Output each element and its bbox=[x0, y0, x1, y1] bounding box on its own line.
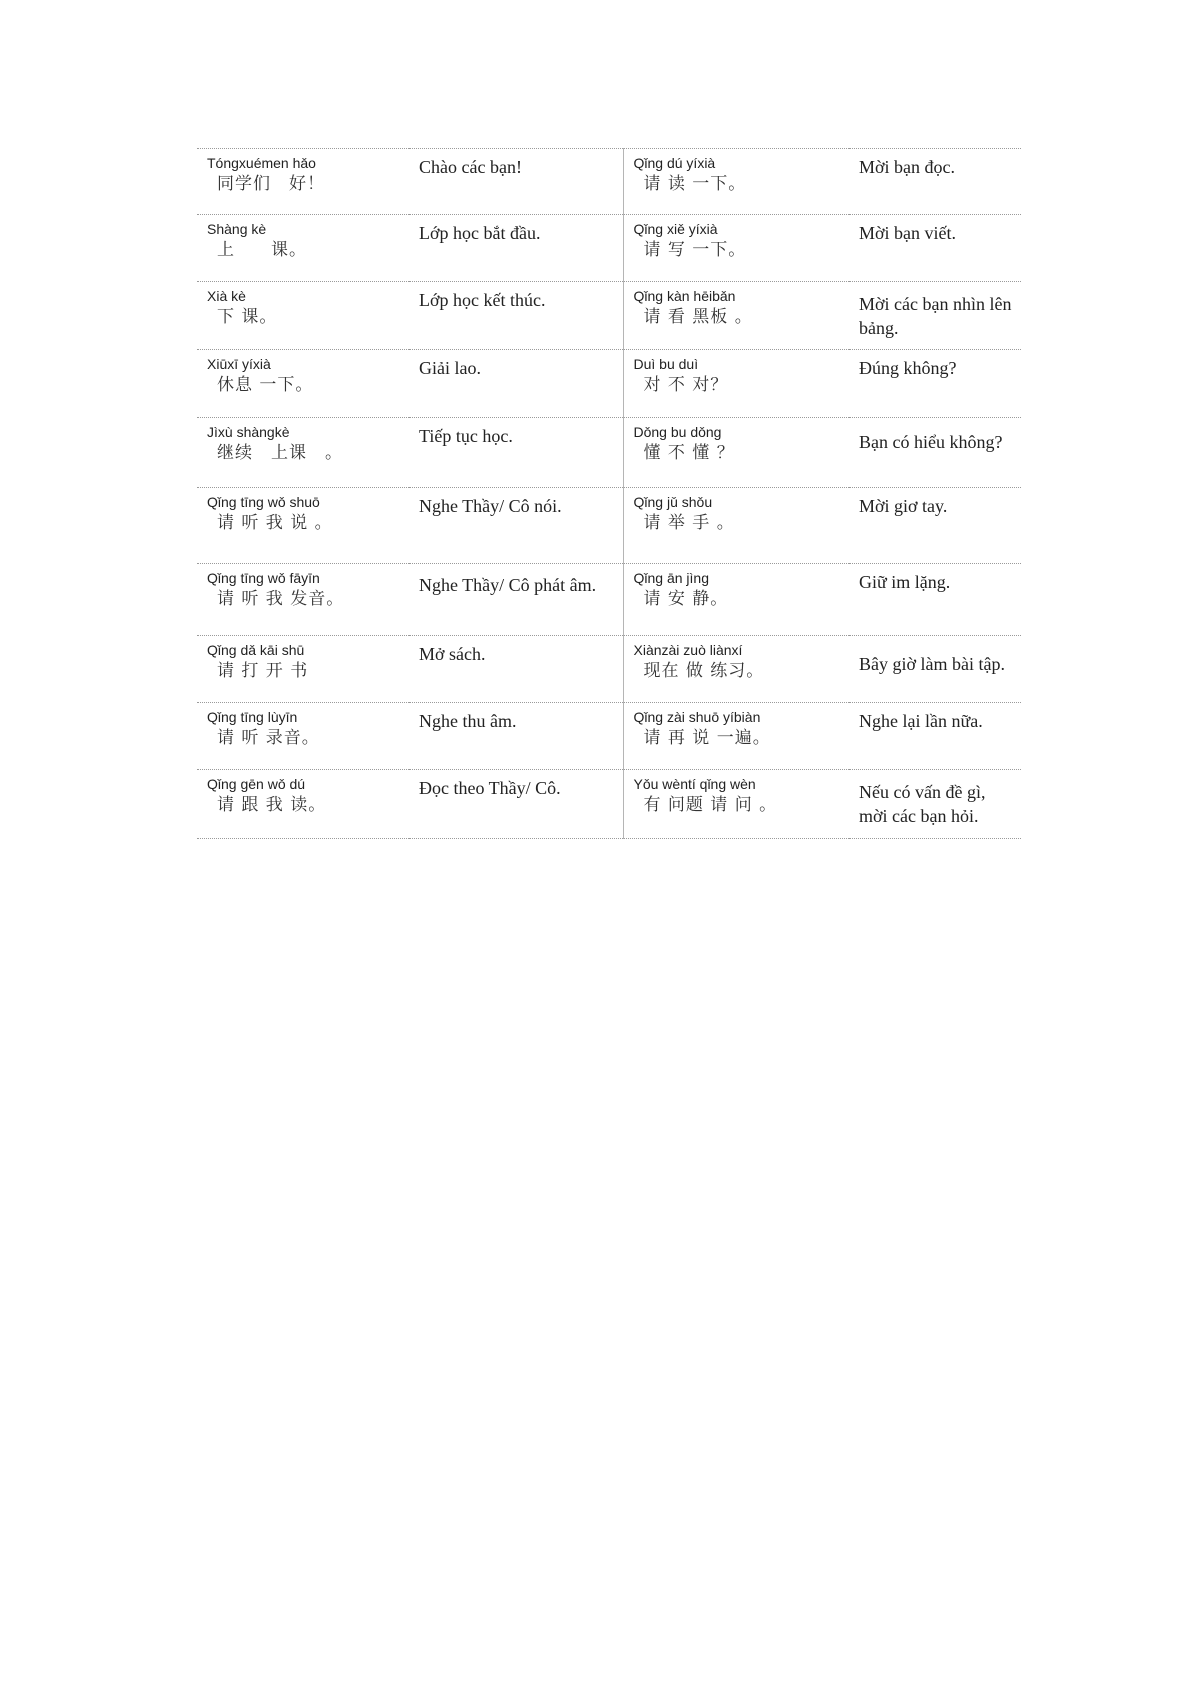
pinyin-text: Qǐng dǎ kāi shū bbox=[207, 642, 305, 658]
table-row bbox=[197, 149, 1021, 215]
table-row bbox=[197, 418, 1021, 488]
pinyin-text: Qǐng dú yíxià bbox=[633, 155, 716, 171]
vietnamese-cell: Mời giơ tay. bbox=[859, 496, 948, 516]
pinyin-text: Qǐng xiě yíxià bbox=[633, 221, 718, 237]
pinyin-text: Yǒu wèntí qǐng wèn bbox=[633, 776, 756, 792]
chinese-cell bbox=[623, 636, 849, 703]
pinyin-text: Duì bu duì bbox=[633, 356, 699, 372]
hanzi-text: 请 打 开 书 bbox=[217, 661, 309, 681]
chinese-cell bbox=[197, 564, 409, 636]
pinyin-text: Qǐng zài shuō yíbiàn bbox=[633, 709, 761, 725]
hanzi-text: 请 听 我 发音。 bbox=[217, 589, 345, 609]
hanzi-text: 懂 不 懂 ？ bbox=[643, 443, 735, 463]
chinese-cell bbox=[197, 703, 409, 770]
vietnamese-cell: Nghe Thầy/ Cô phát âm. bbox=[419, 575, 597, 595]
vietnamese-cell: Lớp học kết thúc. bbox=[419, 290, 546, 310]
vietnamese-cell: Đọc theo Thầy/ Cô. bbox=[419, 778, 561, 798]
table-row bbox=[197, 703, 1021, 770]
pinyin-text: Shàng kè bbox=[207, 221, 267, 237]
chinese-cell bbox=[623, 282, 849, 350]
vietnamese-cell: Mở sách. bbox=[419, 644, 486, 664]
chinese-cell bbox=[623, 350, 849, 418]
pinyin-text: Xiànzài zuò liànxí bbox=[633, 642, 743, 658]
hanzi-text: 请 写 一下。 bbox=[643, 240, 747, 260]
hanzi-text: 现在 做 练习。 bbox=[643, 661, 765, 681]
chinese-cell bbox=[197, 215, 409, 282]
chinese-cell bbox=[623, 149, 849, 215]
vietnamese-cell: Nghe thu âm. bbox=[419, 711, 517, 731]
vietnamese-cell: Bây giờ làm bài tập. bbox=[859, 654, 1005, 674]
hanzi-text: 休息 一下。 bbox=[217, 375, 314, 395]
hanzi-text: 请 再 说 一遍。 bbox=[643, 728, 771, 748]
vietnamese-cell: Tiếp tục học. bbox=[419, 426, 513, 446]
hanzi-text: 有 问题 请 问 。 bbox=[643, 795, 778, 815]
hanzi-text: 请 看 黑板 。 bbox=[643, 307, 753, 327]
hanzi-text: 同学们 好！ bbox=[217, 174, 325, 194]
chinese-cell bbox=[623, 418, 849, 488]
vietnamese-cell: Giữ im lặng. bbox=[859, 572, 951, 592]
chinese-cell bbox=[197, 488, 409, 564]
chinese-cell bbox=[197, 770, 409, 839]
pinyin-text: Qǐng tīng lùyīn bbox=[207, 709, 298, 725]
vietnamese-cell: Đúng không? bbox=[859, 358, 957, 378]
table-row bbox=[197, 564, 1021, 636]
chinese-cell bbox=[623, 488, 849, 564]
chinese-cell bbox=[623, 770, 849, 839]
hanzi-text: 请 安 静。 bbox=[643, 589, 729, 609]
classroom-phrases-table bbox=[197, 148, 1021, 839]
hanzi-text: 请 读 一下。 bbox=[643, 174, 747, 194]
pinyin-text: Qǐng tīng wǒ fāyīn bbox=[207, 570, 320, 586]
pinyin-text: Qǐng tīng wǒ shuō bbox=[207, 494, 320, 510]
pinyin-text: Qǐng gēn wǒ dú bbox=[207, 776, 306, 792]
table-row bbox=[197, 636, 1021, 703]
chinese-cell bbox=[623, 564, 849, 636]
pinyin-text: Qǐng jǔ shǒu bbox=[633, 494, 713, 510]
pinyin-text: Dǒng bu dǒng bbox=[633, 424, 722, 440]
pinyin-text: Tóngxuémen hǎo bbox=[207, 155, 316, 171]
pinyin-text: Qǐng kàn hēibǎn bbox=[633, 288, 736, 304]
vietnamese-cell: Nghe lại lần nữa. bbox=[859, 711, 983, 731]
table-row bbox=[197, 770, 1021, 839]
table-row bbox=[197, 350, 1021, 418]
hanzi-text: 下 课。 bbox=[217, 307, 278, 327]
table-row bbox=[197, 215, 1021, 282]
hanzi-text: 请 跟 我 读。 bbox=[217, 795, 327, 815]
pinyin-text: Jìxù shàngkè bbox=[207, 424, 290, 440]
vietnamese-cell: Lớp học bắt đầu. bbox=[419, 223, 541, 243]
hanzi-text: 请 听 录音。 bbox=[217, 728, 320, 748]
pinyin-text: Xià kè bbox=[207, 288, 246, 304]
vietnamese-cell: Mời bạn đọc. bbox=[859, 157, 956, 177]
hanzi-text: 对 不 对？ bbox=[643, 375, 729, 395]
vietnamese-cell: Mời bạn viết. bbox=[859, 223, 957, 243]
pinyin-text: Qǐng ān jìng bbox=[633, 570, 709, 586]
chinese-cell bbox=[623, 703, 849, 770]
hanzi-text: 上 课。 bbox=[217, 240, 307, 260]
vietnamese-cell: Giải lao. bbox=[419, 358, 481, 378]
chinese-cell bbox=[197, 282, 409, 350]
pinyin-text: Xiūxī yíxià bbox=[207, 356, 271, 372]
table-row bbox=[197, 488, 1021, 564]
chinese-cell bbox=[197, 350, 409, 418]
table-row bbox=[197, 282, 1021, 350]
chinese-cell bbox=[197, 636, 409, 703]
chinese-cell bbox=[197, 149, 409, 215]
chinese-cell bbox=[623, 215, 849, 282]
hanzi-text: 请 举 手 。 bbox=[643, 513, 735, 533]
vietnamese-cell: Nghe Thầy/ Cô nói. bbox=[419, 496, 562, 516]
hanzi-text: 继续 上课 。 bbox=[217, 443, 343, 463]
hanzi-text: 请 听 我 说 。 bbox=[217, 513, 333, 533]
vietnamese-cell: Nếu có vấn đề gì, mời các bạn hỏi. bbox=[859, 782, 986, 826]
vietnamese-cell: Mời các bạn nhìn lên bảng. bbox=[859, 294, 1012, 338]
chinese-cell bbox=[197, 418, 409, 488]
vietnamese-cell: Chào các bạn! bbox=[419, 157, 522, 177]
vietnamese-cell: Bạn có hiểu không? bbox=[859, 432, 1003, 452]
